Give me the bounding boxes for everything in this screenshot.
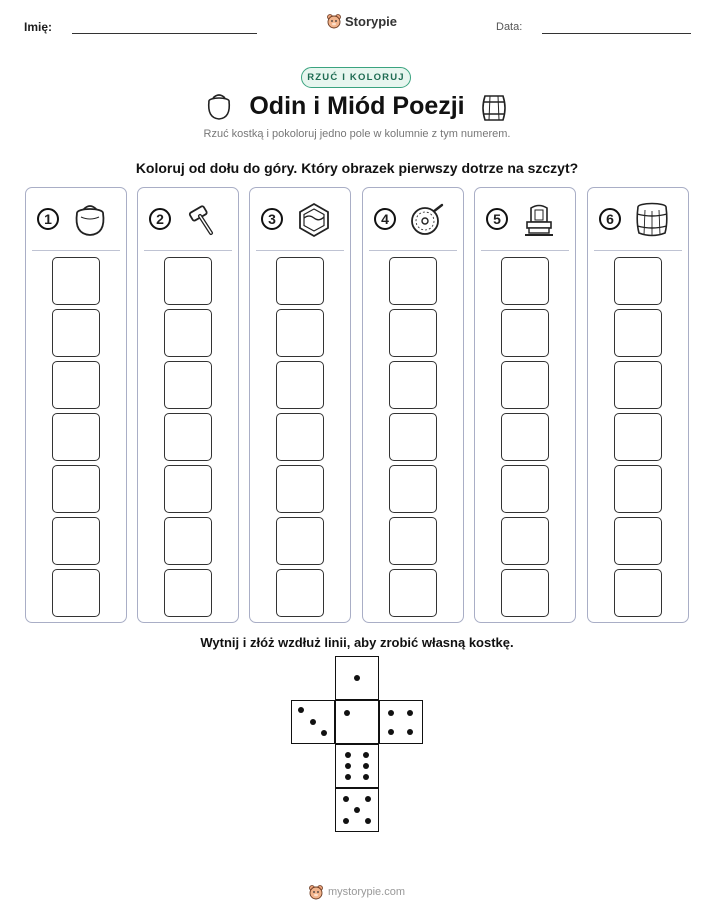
dice-pip: [345, 752, 351, 758]
dice-face-4: [379, 700, 423, 744]
coloring-square[interactable]: [276, 361, 324, 409]
coloring-square[interactable]: [52, 361, 100, 409]
coloring-square[interactable]: [52, 569, 100, 617]
dice-pip: [344, 710, 350, 716]
dice-pip: [407, 710, 413, 716]
dice-pip: [354, 807, 360, 813]
coloring-square[interactable]: [52, 465, 100, 513]
coloring-square[interactable]: [276, 517, 324, 565]
column-divider: [594, 250, 682, 251]
coloring-square[interactable]: [389, 361, 437, 409]
dice-pip: [343, 818, 349, 824]
coloring-square[interactable]: [276, 309, 324, 357]
hammer-icon: [184, 202, 220, 238]
barrel-title-icon: [480, 93, 508, 123]
coloring-square[interactable]: [164, 465, 212, 513]
dice-pip: [363, 752, 369, 758]
column-1: [25, 187, 127, 623]
column-divider: [32, 250, 120, 251]
coloring-square[interactable]: [389, 413, 437, 461]
coloring-square[interactable]: [501, 569, 549, 617]
coloring-square[interactable]: [501, 257, 549, 305]
dice-pip: [354, 675, 360, 681]
date-label: Data:: [496, 21, 523, 33]
barrel-icon: [634, 202, 670, 238]
coloring-square[interactable]: [164, 569, 212, 617]
footer: [308, 884, 405, 900]
coloring-square[interactable]: [276, 465, 324, 513]
dice-pip: [345, 774, 351, 780]
cauldron-icon: [72, 202, 108, 238]
column-divider: [481, 250, 569, 251]
dice-pip: [310, 719, 316, 725]
dice-pip: [407, 729, 413, 735]
coloring-square[interactable]: [614, 465, 662, 513]
coloring-square[interactable]: [52, 517, 100, 565]
coloring-square[interactable]: [164, 517, 212, 565]
column-4: [362, 187, 464, 623]
name-line[interactable]: [72, 33, 257, 34]
dice-pip: [363, 763, 369, 769]
column-2: [137, 187, 239, 623]
column-number: 5: [486, 208, 508, 230]
dice-face-1: [335, 700, 379, 744]
column-6: [587, 187, 689, 623]
brand-logo: [326, 13, 397, 29]
coloring-square[interactable]: [501, 413, 549, 461]
coloring-square[interactable]: [614, 413, 662, 461]
dice-pip: [343, 796, 349, 802]
column-divider: [256, 250, 344, 251]
dice-face-3: [291, 700, 335, 744]
dice-pip: [363, 774, 369, 780]
coloring-square[interactable]: [389, 569, 437, 617]
cut-instruction: Wytnij i złóż wzdłuż linii, aby zrobić własną kostkę.: [200, 635, 514, 650]
column-divider: [144, 250, 232, 251]
column-number: 2: [149, 208, 171, 230]
coloring-square[interactable]: [52, 413, 100, 461]
instruction: Koloruj od dołu do góry. Który obrazek pierwszy dotrze na szczyt?: [135, 160, 579, 176]
coloring-square[interactable]: [389, 257, 437, 305]
dice-face-1: [335, 656, 379, 700]
brand-name: Storypie: [345, 13, 398, 29]
dice-pip: [388, 729, 394, 735]
column-number: 6: [599, 208, 621, 230]
dice-pip: [345, 763, 351, 769]
dice-pip: [321, 730, 327, 736]
subtitle: Rzuć kostką i pokoloruj jedno pole w kolumnie z tym numerem.: [203, 128, 511, 140]
dice-face-5: [335, 788, 379, 832]
coloring-square[interactable]: [501, 517, 549, 565]
coloring-square[interactable]: [389, 517, 437, 565]
coloring-square[interactable]: [614, 517, 662, 565]
coloring-square[interactable]: [164, 361, 212, 409]
dice-pip: [388, 710, 394, 716]
bear-logo-icon: [326, 13, 342, 29]
coloring-square[interactable]: [614, 361, 662, 409]
coloring-square[interactable]: [276, 569, 324, 617]
column-number: 1: [37, 208, 59, 230]
coloring-square[interactable]: [614, 569, 662, 617]
column-number: 3: [261, 208, 283, 230]
page-title: Odin i Miód Poezji: [249, 92, 465, 120]
coloring-square[interactable]: [614, 309, 662, 357]
coloring-square[interactable]: [164, 309, 212, 357]
dice-face-6: [335, 744, 379, 788]
coloring-square[interactable]: [501, 309, 549, 357]
coloring-square[interactable]: [389, 465, 437, 513]
activity-badge: RZUĆ I KOLORUJ: [301, 67, 411, 88]
coloring-square[interactable]: [614, 257, 662, 305]
bear-logo-icon: [308, 884, 324, 900]
coloring-square[interactable]: [276, 413, 324, 461]
coloring-square[interactable]: [276, 257, 324, 305]
column-divider: [369, 250, 457, 251]
coloring-square[interactable]: [52, 309, 100, 357]
coloring-square[interactable]: [52, 257, 100, 305]
dice-pip: [365, 818, 371, 824]
column-number: 4: [374, 208, 396, 230]
date-line[interactable]: [542, 33, 691, 34]
footer-url[interactable]: mystorypie.com: [328, 886, 406, 898]
dice-pip: [365, 796, 371, 802]
coloring-square[interactable]: [389, 309, 437, 357]
column-3: [249, 187, 351, 623]
throne-icon: [521, 202, 557, 238]
honey-hexagon-icon: [296, 202, 332, 238]
coloring-square[interactable]: [164, 257, 212, 305]
coloring-square[interactable]: [164, 413, 212, 461]
coloring-square[interactable]: [501, 361, 549, 409]
dice-pip: [298, 707, 304, 713]
millstone-icon: [409, 202, 445, 238]
coloring-square[interactable]: [501, 465, 549, 513]
name-label: Imię:: [24, 20, 53, 34]
column-5: [474, 187, 576, 623]
